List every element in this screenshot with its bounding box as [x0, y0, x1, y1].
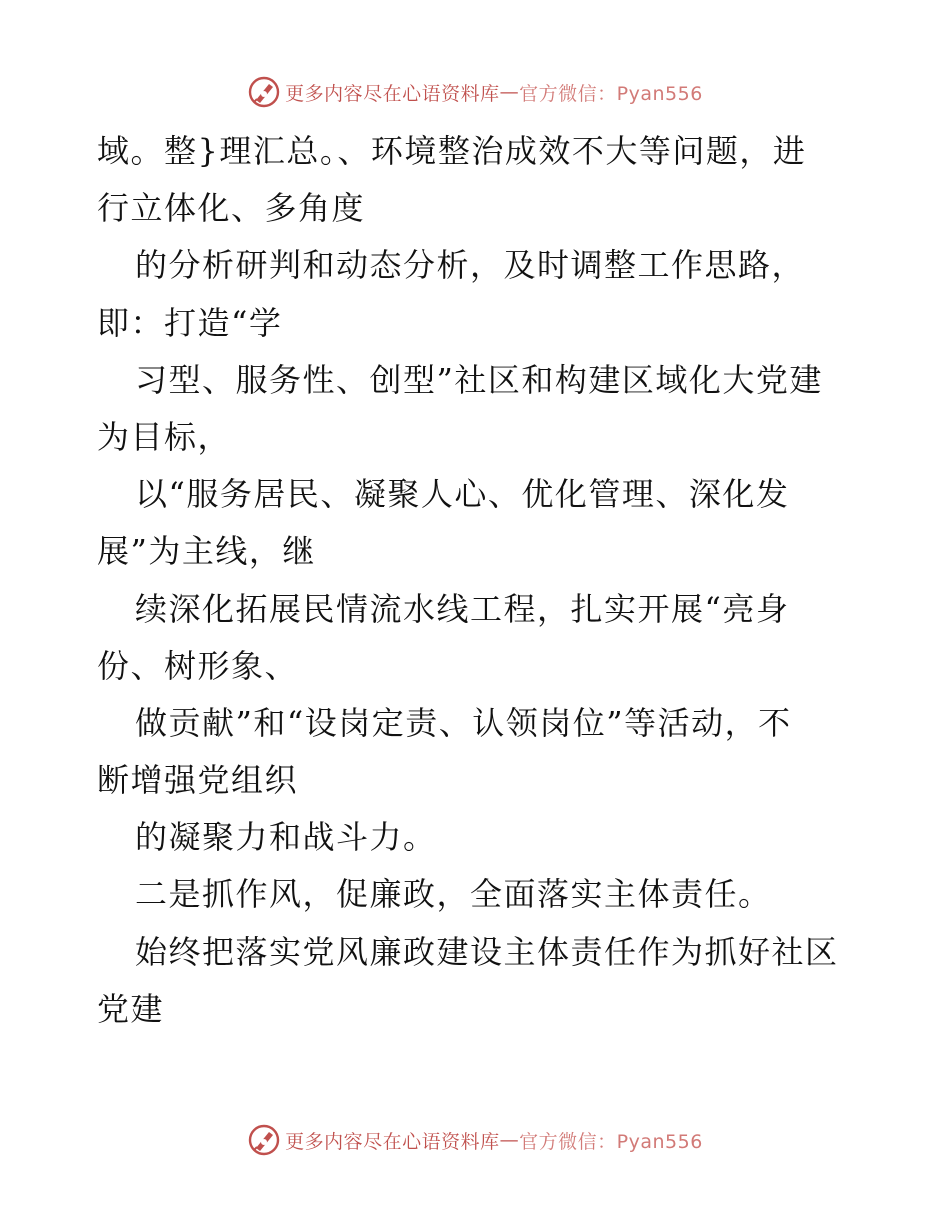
text-line: 份、树形象、	[97, 646, 299, 685]
banner-wechat-text: 官方微信：Pyan556	[519, 82, 703, 105]
body-text	[97, 123, 857, 1038]
text-line: 即：打造“学	[97, 303, 283, 342]
header-banner	[0, 72, 950, 112]
text-line: 域。整}理汇总。、环境整治成效不大等问题，进	[97, 132, 807, 170]
banner-dash: —	[499, 81, 520, 103]
text-line: 展”为主线，继	[97, 532, 316, 571]
text-line: 党建	[97, 989, 165, 1028]
banner-brand-text: 更多内容尽在心语资料库	[285, 1130, 500, 1153]
text-line: 二是抓作风，促廉政，全面落实主体责任。	[135, 875, 772, 914]
text-line: 续深化拓展民情流水线工程，扎实开展“亮身	[135, 589, 790, 628]
banner-dash: —	[499, 1129, 520, 1151]
pen-logo-icon	[247, 1123, 281, 1157]
text-line: 习型、服务性、创型”社区和构建区域化大党建	[135, 360, 823, 399]
text-line: 行立体化、多角度	[97, 189, 366, 228]
text-line: 的凝聚力和战斗力。	[135, 818, 437, 857]
pen-logo-icon	[247, 75, 281, 109]
banner-brand-text: 更多内容尽在心语资料库	[285, 82, 500, 105]
text-line: 始终把落实党风廉政建设主体责任作为抓好社区	[135, 932, 839, 971]
text-line: 断增强党组织	[97, 761, 299, 800]
banner-wechat-text: 官方微信：Pyan556	[519, 1130, 703, 1153]
footer-banner	[0, 1120, 950, 1160]
text-line: 做贡献”和“设岗定责、认领岗位”等活动，不	[135, 703, 792, 742]
text-line: 为目标，	[97, 417, 232, 456]
text-line: 以“服务居民、凝聚人心、优化管理、深化发	[135, 475, 790, 514]
text-line: 的分析研判和动态分析，及时调整工作思路，	[135, 246, 806, 285]
